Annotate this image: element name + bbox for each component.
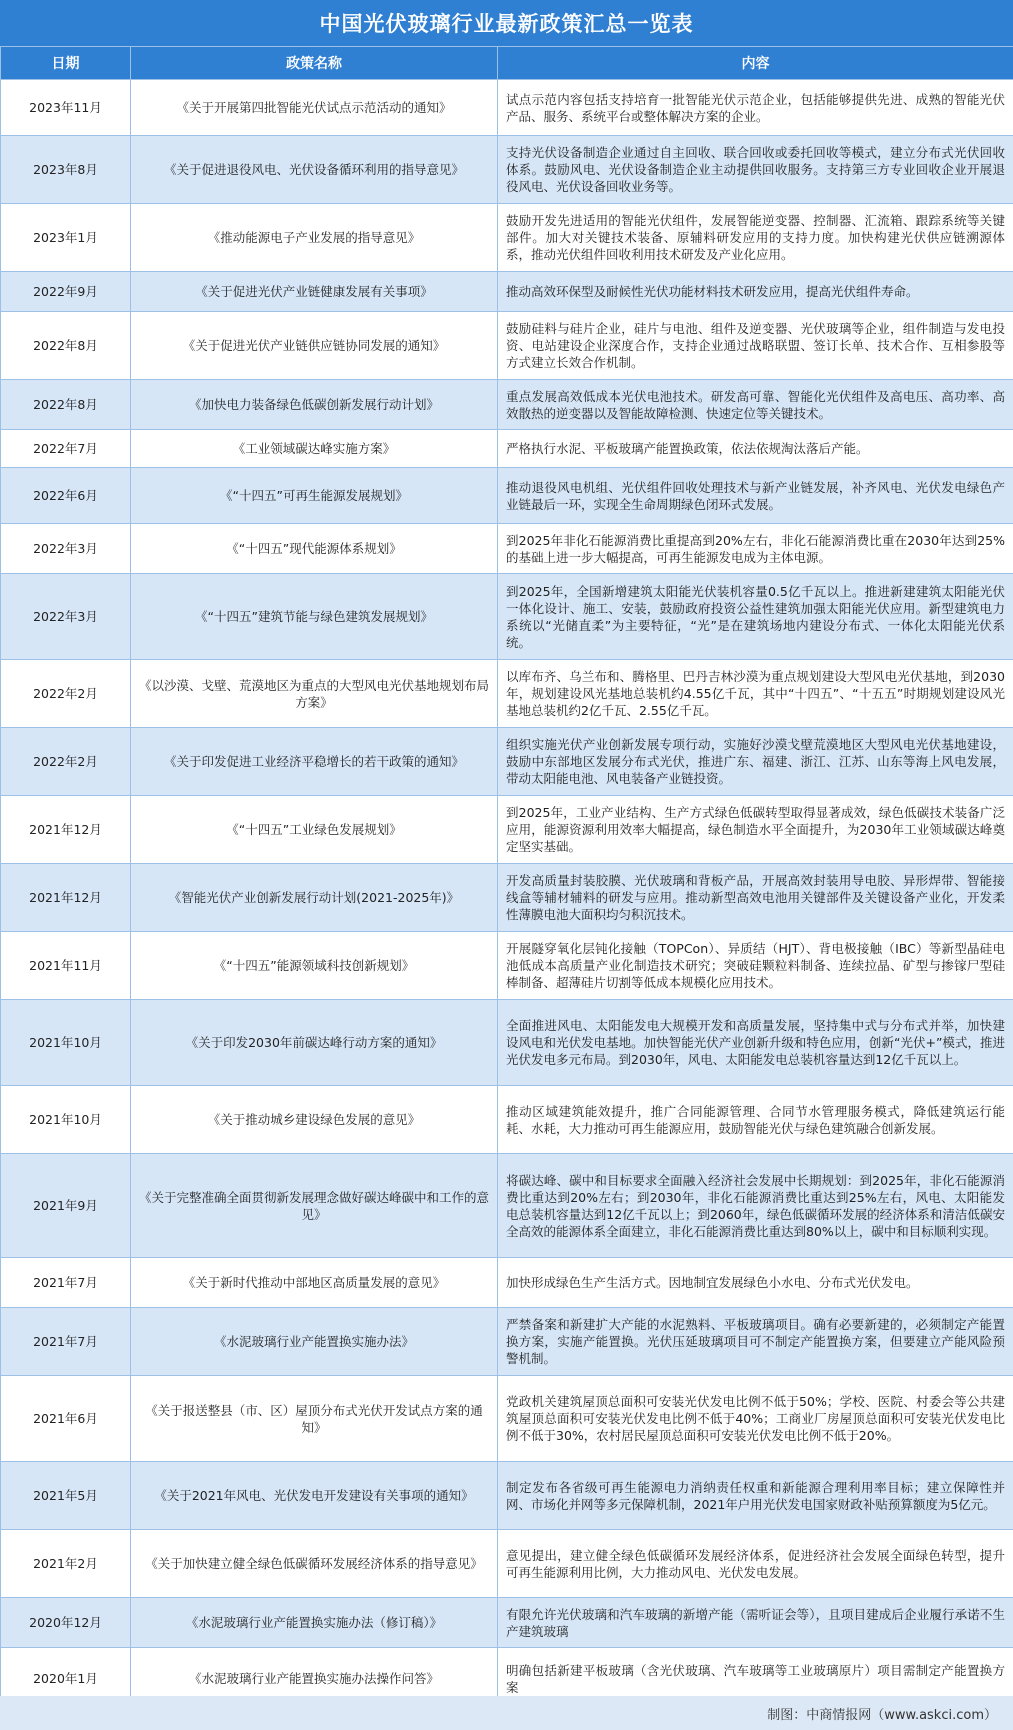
content-cell: 鼓励开发先进适用的智能光伏组件，发展智能逆变器、控制器、汇流箱、跟踪系统等关键部件。加大对关键技术装备、原辅料研发应用的支持力度。加快构建光伏供应链溯源体系，推动光伏组件回收利用技术研发及产业化应用。 <box>498 204 1013 272</box>
content-cell: 到2025年，全国新增建筑太阳能光伏装机容量0.5亿千瓦以上。推进新建建筑太阳能光伏一体化设计、施工、安装，鼓励政府投资公益性建筑加强太阳能光伏应用。新型建筑电力系统以“光储直柔”为主要特征，“光”是在建筑场地内建设分布式、一体化太阳能光伏系统。 <box>498 574 1013 660</box>
date-cell: 2020年12月 <box>1 1598 131 1648</box>
content-cell: 推动区域建筑能效提升，推广合同能源管理、合同节水管理服务模式，降低建筑运行能耗、水耗，大力推动可再生能源应用，鼓励智能光伏与绿色建筑融合创新发展。 <box>498 1086 1013 1154</box>
table-body <box>1 80 1013 1710</box>
date-cell: 2021年5月 <box>1 1462 131 1530</box>
policy-name-cell: 《关于促进退役风电、光伏设备循环利用的指导意见》 <box>131 136 498 204</box>
content-cell: 严格执行水泥、平板玻璃产能置换政策，依法依规淘汰落后产能。 <box>498 430 1013 468</box>
date-cell: 2021年10月 <box>1 1000 131 1086</box>
date-cell: 2022年6月 <box>1 468 131 524</box>
policy-name-cell: 《加快电力装备绿色低碳创新发展行动计划》 <box>131 380 498 430</box>
date-cell: 2021年7月 <box>1 1258 131 1308</box>
date-cell: 2021年6月 <box>1 1376 131 1462</box>
policy-name-cell: 《推动能源电子产业发展的指导意见》 <box>131 204 498 272</box>
policy-name-cell: 《关于印发2030年前碳达峰行动方案的通知》 <box>131 1000 498 1086</box>
date-cell: 2022年7月 <box>1 430 131 468</box>
content-cell: 重点发展高效低成本光伏电池技术。研发高可靠、智能化光伏组件及高电压、高功率、高效散热的逆变器以及智能故障检测、快速定位等关键技术。 <box>498 380 1013 430</box>
content-cell: 试点示范内容包括支持培育一批智能光伏示范企业，包括能够提供先进、成熟的智能光伏产品、服务、系统平台或整体解决方案的企业。 <box>498 80 1013 136</box>
column-header-date: 日期 <box>1 47 131 80</box>
table-row <box>1 1376 1013 1462</box>
policy-name-cell: 《关于加快建立健全绿色低碳循环发展经济体系的指导意见》 <box>131 1530 498 1598</box>
content-cell: 到2025年，工业产业结构、生产方式绿色低碳转型取得显著成效，绿色低碳技术装备广泛应用，能源资源利用效率大幅提高，绿色制造水平全面提升，为2030年工业领域碳达峰奠定坚实基础。 <box>498 796 1013 864</box>
table-row <box>1 796 1013 864</box>
date-cell: 2022年8月 <box>1 380 131 430</box>
policy-name-cell: 《关于报送整县（市、区）屋顶分布式光伏开发试点方案的通知》 <box>131 1376 498 1462</box>
table-row <box>1 1530 1013 1598</box>
policy-name-cell: 《水泥玻璃行业产能置换实施办法操作问答》 <box>131 1648 498 1710</box>
table-row <box>1 932 1013 1000</box>
date-cell: 2021年12月 <box>1 796 131 864</box>
date-cell: 2023年1月 <box>1 204 131 272</box>
date-cell: 2022年3月 <box>1 574 131 660</box>
policy-table <box>0 46 1013 1710</box>
table-row <box>1 380 1013 430</box>
date-cell: 2022年2月 <box>1 660 131 728</box>
date-cell: 2021年2月 <box>1 1530 131 1598</box>
content-cell: 意见提出，建立健全绿色低碳循环发展经济体系，促进经济社会发展全面绿色转型，提升可再生能源利用比例，大力推动风电、光伏发电发展。 <box>498 1530 1013 1598</box>
content-cell: 制定发布各省级可再生能源电力消纳责任权重和新能源合理利用率目标；建立保障性并网、市场化并网等多元保障机制，2021年户用光伏发电国家财政补贴预算额度为5亿元。 <box>498 1462 1013 1530</box>
date-cell: 2023年8月 <box>1 136 131 204</box>
table-row <box>1 468 1013 524</box>
date-cell: 2022年9月 <box>1 272 131 312</box>
content-cell: 推动高效环保型及耐候性光伏功能材料技术研发应用，提高光伏组件寿命。 <box>498 272 1013 312</box>
date-cell: 2021年7月 <box>1 1308 131 1376</box>
table-row <box>1 272 1013 312</box>
policy-name-cell: 《“十四五”工业绿色发展规划》 <box>131 796 498 864</box>
content-cell: 党政机关建筑屋顶总面积可安装光伏发电比例不低于50%；学校、医院、村委会等公共建筑屋顶总面积可安装光伏发电比例不低于40%；工商业厂房屋顶总面积可安装光伏发电比例不低于30%，农村居民屋顶总面积可安装光伏发电比例不低于20%。 <box>498 1376 1013 1462</box>
date-cell: 2022年3月 <box>1 524 131 574</box>
table-header-row <box>1 47 1013 80</box>
policy-name-cell: 《关于印发促进工业经济平稳增长的若干政策的通知》 <box>131 728 498 796</box>
policy-name-cell: 《关于促进光伏产业链健康发展有关事项》 <box>131 272 498 312</box>
table-row <box>1 312 1013 380</box>
table-row <box>1 728 1013 796</box>
policy-name-cell: 《关于促进光伏产业链供应链协同发展的通知》 <box>131 312 498 380</box>
content-cell: 推动退役风电机组、光伏组件回收处理技术与新产业链发展，补齐风电、光伏发电绿色产业链最后一环，实现全生命周期绿色闭环式发展。 <box>498 468 1013 524</box>
content-cell: 严禁备案和新建扩大产能的水泥熟料、平板玻璃项目。确有必要新建的，必须制定产能置换方案，实施产能置换。光伏压延玻璃项目可不制定产能置换方案，但要建立产能风险预警机制。 <box>498 1308 1013 1376</box>
page-title: 中国光伏玻璃行业最新政策汇总一览表 <box>0 0 1013 46</box>
content-cell: 组织实施光伏产业创新发展专项行动，实施好沙漠戈壁荒漠地区大型风电光伏基地建设，鼓励中东部地区发展分布式光伏，推进广东、福建、浙江、江苏、山东等海上风电发展，带动太阳能电池、风电装备产业链投资。 <box>498 728 1013 796</box>
policy-name-cell: 《关于完整准确全面贯彻新发展理念做好碳达峰碳中和工作的意见》 <box>131 1154 498 1258</box>
policy-name-cell: 《“十四五”现代能源体系规划》 <box>131 524 498 574</box>
table-row <box>1 1086 1013 1154</box>
table-row <box>1 1462 1013 1530</box>
table-row <box>1 660 1013 728</box>
table-row <box>1 80 1013 136</box>
policy-name-cell: 《“十四五”可再生能源发展规划》 <box>131 468 498 524</box>
policy-name-cell: 《水泥玻璃行业产能置换实施办法》 <box>131 1308 498 1376</box>
content-cell: 有限允许光伏玻璃和汽车玻璃的新增产能（需听证会等），且项目建成后企业履行承诺不生产建筑玻璃 <box>498 1598 1013 1648</box>
column-header-content: 内容 <box>498 47 1013 80</box>
content-cell: 到2025年非化石能源消费比重提高到20%左右，非化石能源消费比重在2030年达到25%的基础上进一步大幅提高，可再生能源发电成为主体电源。 <box>498 524 1013 574</box>
table-row <box>1 1154 1013 1258</box>
table-row <box>1 430 1013 468</box>
policy-name-cell: 《关于2021年风电、光伏发电开发建设有关事项的通知》 <box>131 1462 498 1530</box>
content-cell: 加快形成绿色生产生活方式。因地制宜发展绿色小水电、分布式光伏发电。 <box>498 1258 1013 1308</box>
table-row <box>1 1308 1013 1376</box>
source-credit: 制图：中商情报网（www.askci.com） <box>0 1696 1013 1730</box>
table-row <box>1 1000 1013 1086</box>
content-cell: 全面推进风电、太阳能发电大规模开发和高质量发展，坚持集中式与分布式并举，加快建设风电和光伏发电基地。加快智能光伏产业创新升级和特色应用，创新“光伏+”模式，推进光伏发电多元布局。到2030年，风电、太阳能发电总装机容量达到12亿千瓦以上。 <box>498 1000 1013 1086</box>
content-cell: 开展隧穿氧化层钝化接触（TOPCon）、异质结（HJT）、背电极接触（IBC）等新型晶硅电池低成本高质量产业化制造技术研究；突破硅颗粒料制备、连续拉晶、矿型与掺镓尸型硅棒制备、超薄硅片切割等低成本规模化应用技术。 <box>498 932 1013 1000</box>
date-cell: 2020年1月 <box>1 1648 131 1710</box>
date-cell: 2021年9月 <box>1 1154 131 1258</box>
policy-name-cell: 《以沙漠、戈壁、荒漠地区为重点的大型风电光伏基地规划布局方案》 <box>131 660 498 728</box>
date-cell: 2021年12月 <box>1 864 131 932</box>
table-row <box>1 1598 1013 1648</box>
content-cell: 以库布齐、乌兰布和、腾格里、巴丹吉林沙漠为重点规划建设大型风电光伏基地，到2030年，规划建设风光基地总装机约4.55亿千瓦，其中“十四五”、“十五五”时期规划建设风光基地总装机约2亿千瓦、2.55亿千瓦。 <box>498 660 1013 728</box>
content-cell: 开发高质量封装胶膜、光伏玻璃和背板产品，开展高效封装用导电胶、异形焊带、智能接线盒等辅材辅料的研发与应用。推动新型高效电池用关键部件及关键设备产业化，开发柔性薄膜电池大面积均匀积沉技术。 <box>498 864 1013 932</box>
content-cell: 支持光伏设备制造企业通过自主回收、联合回收或委托回收等模式，建立分布式光伏回收体系。鼓励风电、光伏设备制造企业主动提供回收服务。支持第三方专业回收企业开展退役风电、光伏设备回收业务等。 <box>498 136 1013 204</box>
table-row <box>1 574 1013 660</box>
policy-name-cell: 《关于新时代推动中部地区高质量发展的意见》 <box>131 1258 498 1308</box>
policy-name-cell: 《关于开展第四批智能光伏试点示范活动的通知》 <box>131 80 498 136</box>
date-cell: 2022年8月 <box>1 312 131 380</box>
content-cell: 明确包括新建平板玻璃（含光伏玻璃、汽车玻璃等工业玻璃原片）项目需制定产能置换方案 <box>498 1648 1013 1710</box>
policy-name-cell: 《智能光伏产业创新发展行动计划(2021-2025年)》 <box>131 864 498 932</box>
content-cell: 鼓励硅料与硅片企业，硅片与电池、组件及逆变器、光伏玻璃等企业，组件制造与发电投资、电站建设企业深度合作，支持企业通过战略联盟、签订长单、技术合作、互相参股等方式建立长效合作机制。 <box>498 312 1013 380</box>
date-cell: 2023年11月 <box>1 80 131 136</box>
content-cell: 将碳达峰、碳中和目标要求全面融入经济社会发展中长期规划：到2025年，非化石能源消费比重达到20%左右；到2030年，非化石能源消费比重达到25%左右，风电、太阳能发电总装机容量达到12亿千瓦以上；到2060年，绿色低碳循环发展的经济体系和清洁低碳安全高效的能源体系全面建立，非化石能源消费比重达到80%以上，碳中和目标顺利实现。 <box>498 1154 1013 1258</box>
policy-name-cell: 《“十四五”能源领域科技创新规划》 <box>131 932 498 1000</box>
policy-name-cell: 《水泥玻璃行业产能置换实施办法（修订稿）》 <box>131 1598 498 1648</box>
table-row <box>1 864 1013 932</box>
policy-name-cell: 《“十四五”建筑节能与绿色建筑发展规划》 <box>131 574 498 660</box>
table-row <box>1 524 1013 574</box>
date-cell: 2021年10月 <box>1 1086 131 1154</box>
date-cell: 2022年2月 <box>1 728 131 796</box>
table-row <box>1 1258 1013 1308</box>
date-cell: 2021年11月 <box>1 932 131 1000</box>
table-row <box>1 136 1013 204</box>
policy-name-cell: 《工业领域碳达峰实施方案》 <box>131 430 498 468</box>
column-header-policy-name: 政策名称 <box>131 47 498 80</box>
table-row <box>1 204 1013 272</box>
policy-name-cell: 《关于推动城乡建设绿色发展的意见》 <box>131 1086 498 1154</box>
